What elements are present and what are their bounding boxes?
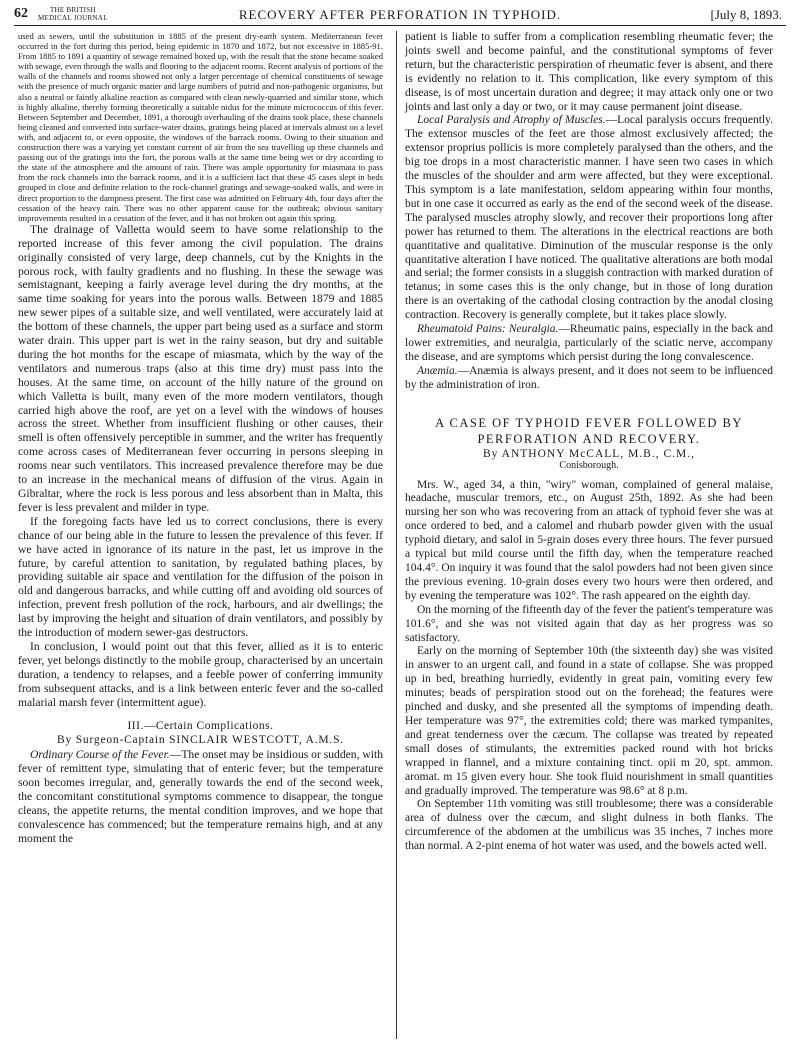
right-column: [405, 31, 773, 854]
anaemia-paragraph: [405, 365, 773, 393]
case-paragraph-1: Mrs. W., aged 34, a thin, "wiry" woman, complained of general malaise, headache, muscular tremors, etc., on August 25th, 1892. As she had been nursing her son who was recovering from an attack of typhoid fever she was at once ordered to bed, and a calomel and rhubarb powder given with the usual typhoid dietary, and salol in 5-grain doses every three hours. The fever pursued a typical but mild course until the fifth day, when the temperature reached 104.4°. On inquiry it was found that the salol powders had not been given since the previous evening. 10-grain doses every two hours were then ordered, and by evening the temperature was 102°. The rash appeared on the eighth day.: [405, 478, 773, 602]
case-author: By ANTHONY McCALL, M.B., C.M.,: [483, 447, 695, 460]
course-text: —The onset may be insidious or sudden, with fever of remittent type, simulating that of enteric fever; but the temperature soon becomes irregular, and, generally towards the end of the second week, the concomitant constitutional symptoms commence to disappear, the tongue cleans, the appetite returns, the mental condition improves, and we hope that convalescence has commenced; but the temperature remains high, and at any moment the: [18, 748, 384, 845]
rheumatoid-subheading: Rheumatoid Pains: Neuralgia.: [417, 323, 559, 336]
running-title: RECOVERY AFTER PERFORATION IN TYPHOID.: [238, 7, 562, 22]
course-paragraph: [18, 748, 383, 845]
case-title-line1: A CASE OF TYPHOID FEVER FOLLOWED BY: [435, 415, 743, 430]
paralysis-paragraph: [405, 114, 773, 323]
journal-name-line1: THE BRITISH: [49, 6, 96, 14]
continuation-paragraph: patient is liable to suffer from a complication resembling rheumatic fever; the joints swell and become painful, and the constitutional symptoms of fever return, but the characteristic perspiration of rheumatic fever is absent, and there is evidently no relation to it. This complication, like every symptom of this disease, is of most uncertain duration and degree; it may attack only one or two joints and last only a day or two, or it may cause permanent joint disease.: [405, 31, 773, 113]
issue-date: [July 8, 1893.: [710, 7, 782, 22]
rheumatoid-text: —Rheumatic pains, especially in the back and lower extremities, and neuralgia, particularly of the sciatic nerve, accompany the disease, and are symptoms which persist during the long convalescence.: [405, 323, 773, 363]
case-place: Conisborough.: [559, 459, 619, 471]
section-heading: III.—Certain Complications.: [127, 719, 274, 732]
rheumatoid-paragraph: [405, 323, 773, 365]
paralysis-subheading: Local Paralysis and Atrophy of Muscles.: [417, 114, 606, 127]
journal-name-line2: MEDICAL JOURNAL: [38, 14, 108, 22]
case-paragraph-4: On September 11th vomiting was still troublesome; there was a considerable area of dulness over the cæcum, and slight dulness in both flanks. The circumference of the abdomen at the umbilicus was 35 inches, 7 inches more than normal. A 2-pint enema of hot water was used, and the bowels acted well.: [405, 798, 773, 853]
body-paragraph-3: In conclusion, I would point out that this fever, allied as it is to enteric fever, yet belongs distinctly to the mobile group, characterised by an uncertain duration, a tendency to relapses, and a feeble power of conferring immunity from subsequent attacks, and is a link between enteric fever and the so-called malarial marsh fever (intermittent ague).: [18, 639, 383, 709]
anaemia-text: —Anæmia is always present, and it does not seem to be influenced by the administration of iron.: [405, 364, 773, 391]
section-author: By Surgeon-Captain SINCLAIR WESTCOTT, A.M.S.: [57, 733, 344, 746]
body-paragraph-1: The drainage of Valletta would seem to have some relationship to the reported increase of this fever among the civil population. The drains originally consisted of very large, deep channels, cut by the Knights in the porous rock, with faulty gradients and no flushing. In these the sewage was semistagnant, keeping a fairly average level during the dry months, at the same time soaking for years into the porous walls. Between 1879 and 1885 new sewer pipes of a suitable size, and well ventilated, were accurately laid at the bottom of these channels, the upper part being used as a surface and storm water drain. This upper part is wet in the rainy season, but dry and suitable during the hot months for the escape of miasmata, which by the way of the ventilators and numerous traps (also at this time dry) must pass into the houses. At the same time, on account of the hilly nature of the ground on which Valletta is built, many even of the more modern ventilators, though carried high above the roof, are yet on a level with the windows of houses across the street. Whether from insufficient flushing or other causes, their smell is often offensively perceptible in summer, and the writer has frequently come across cases of Mediterranean fever occurring in persons sleeping in rooms near such ventilators. This increased prevalence therefore may be due to an increase in the mechanical means of diffusion of the virus. Again in Gibraltar, where the rock is less porous and less absorbent than in Malta, this fever is less prevalent and milder in type.: [18, 222, 383, 514]
column-rule: [396, 31, 397, 1039]
case-title-line2: PERFORATION AND RECOVERY.: [477, 431, 701, 446]
anaemia-subheading: Anæmia.: [417, 364, 458, 377]
case-paragraph-2: On the morning of the fifteenth day of the fever the patient's temperature was 101.6°, and she was not visited again that day as her progress was so satisfactory.: [405, 603, 773, 644]
paralysis-text: —Local paralysis occurs frequently. The extensor muscles of the feet are those almost exclusively affected; the extensor proprius pollicis is more completely paralysed than the others, and the big toe drops in a most characteristic manner. I have seen two cases in which the muscles of the shoulder and arm were affected, but they were exceptional. This symptom is a late manifestation, seldom appearing within four months, but in one case it occurred as early as the end of the second week of the disease. The paralysed muscles atrophy slowly, and recover their proportions long after power has returned to them. The alterations in the electrical reactions are both quantitative and qualitative. Diminution of the muscular response is the only quantitative alteration I have noticed. The qualitative alterations are both modal and serial; the former consists in a sluggish contraction with marked duration of tetanus; in some cases this is the only change, but in those of long duration there is an overtaking of the cathodal closing contraction by the anodal closing contraction. Recovery is generally complete, but it takes place slowly.: [405, 114, 773, 322]
case-title: [405, 415, 773, 447]
left-column: [18, 31, 383, 846]
body-paragraph-2: If the foregoing facts have led us to correct conclusions, there is every chance of our being able in the future to lessen the prevalence of this fever. If we have acted in ignorance of its nature in the past, let us improve in the future, by careful attention to sanitation, by regulated bathing places, by providing suitable air space and ventilation for the diffusion of the poison in old and dangerous barracks, and while cutting off and avoiding old sources of infection, prevent fresh pollution of the rock, harbours, and air dwellings; the last by improving the height and situation of drain ventilators, and possibly by the introduction of modern sewer-gas destructors.: [18, 514, 383, 640]
page-header: [14, 5, 786, 26]
page-number: 62: [14, 6, 28, 21]
case-paragraph-3: Early on the morning of September 10th (the sixteenth day) she was visited in answer to an urgent call, and found in a state of collapse. She was propped up in bed, breathing hurriedly, evidently in great pain, vomiting every few minutes; beads of perspiration stood out on the forehead; the features were pinched and dusky, and she presented all the symptoms of impending death. Her temperature was 97°, the extremities cold; there was marked tympanites, and great tenderness over the cæcum. The collapse was treated by repeated small doses of stimulants, the extremities packed round with hot bricks wrapped in flannel, and a mixture containing tinct. opii m 20, spt. ammon. aromat. m 15 given every hour. She took fluid nourishment in small quantities and gradually improved. The temperature was 98.6° at 8 p.m.: [405, 645, 773, 797]
course-subheading: Ordinary Course of the Fever.: [30, 748, 170, 762]
fine-print-paragraph: used as sewers, until the substitution in 1885 of the present dry-earth system. Mediterranean fever occurred in the fort during this period, being epidemic in 1870 and 1872, but not excessive in 1885-91. From 1885 to 1891 a quantity of sewage remained boxed up, with the result that the stone became soaked with sewage, even through the walls and flooring to the adjacent rooms. Recent analysis of portions of the walls of the channels and rooms showed not only a larger percentage of chemical constituents of sewage with the presence of much organic matter and large numbers of putrid and non-pathogenic organisms, but also a neutral or faintly alkaline reaction as compared with clean newly-quarried and similar stone, which is highly alkaline, thereby forming theoretically a suitable nidus for the minute micrococcus of this fever. Between September and December, 1891, a thorough overhauling of the drains took place, these channels being cleaned and converted into surface-water drains, gratings being placed at intervals almost on a level with, and adjacent to, or even opposite, the windows of the barrack rooms. Owing to their situation and construction there was a varying yet constant current of air from the sea travelling up these channels and passing out of the gratings into the fort, the porous walls at the same time being wet or dry according to the state of the atmosphere and the amount of rain. There was ample opportunity for miasmata to pass from the rock channels into the barrack rooms, and it is a sufficient fact that these 45 cases slept in beds grouped in close and definite relation to the rock-channel gratings and sewage-soaked walls, and were in direct proportion to the dampness present. The first case was admitted on February 4th, four days after the cessation of the heavy rain. There was no other apparent cause for the outbreak; obvious sanitary improvements resulted in a cessation of the fever, and it has not broken out again this spring.: [18, 31, 383, 223]
